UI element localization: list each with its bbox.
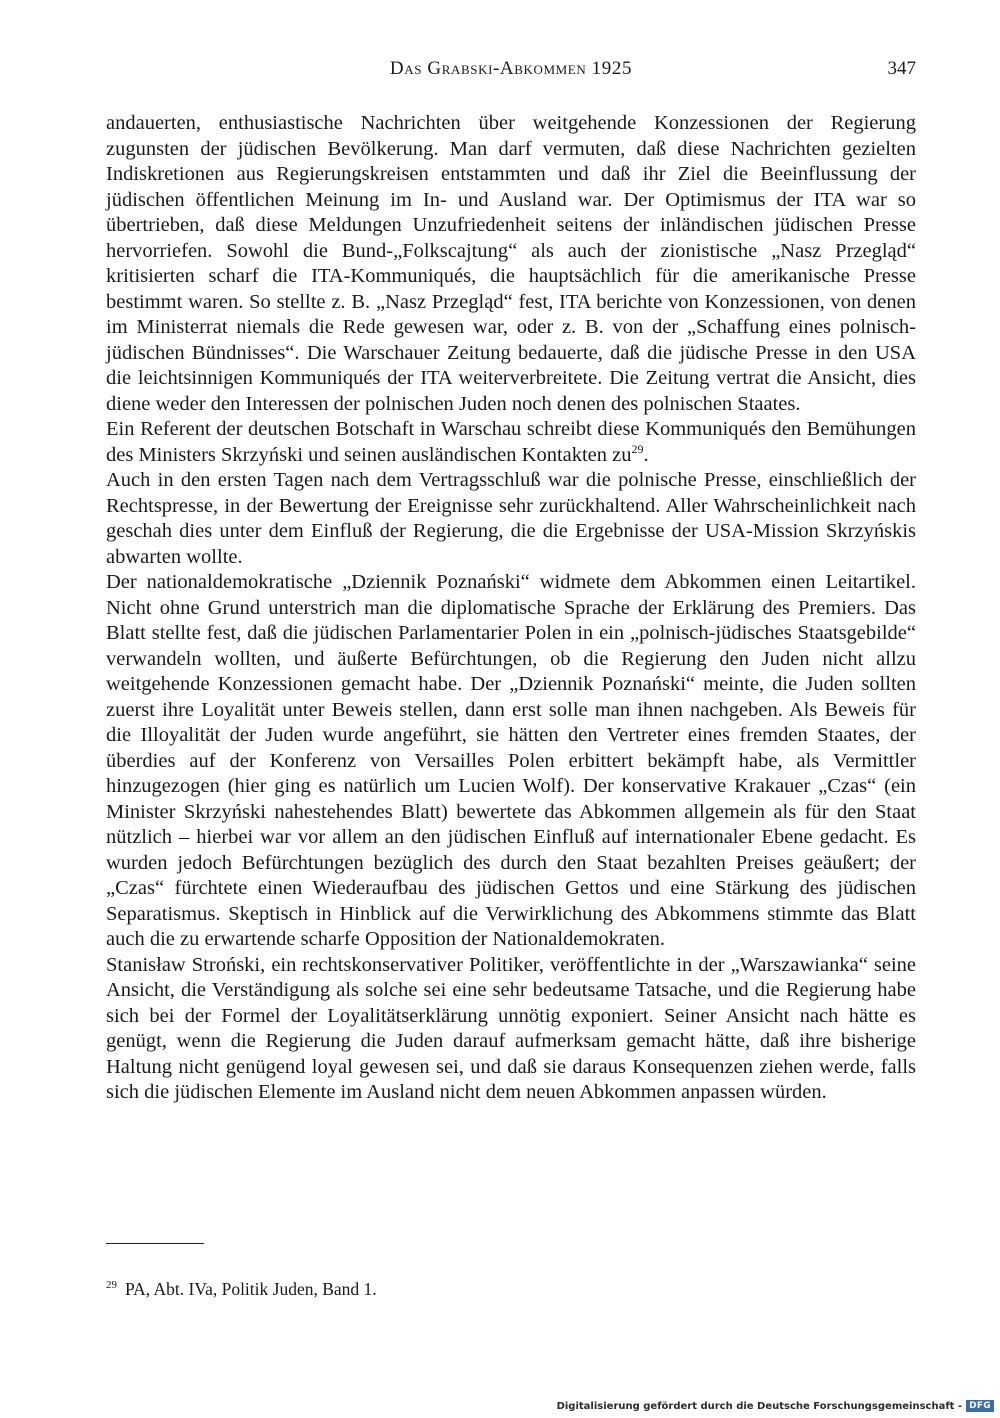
running-title: Das Grabski-Abkommen 1925 (389, 58, 633, 79)
footnote-number: 29 (106, 1279, 117, 1292)
paragraph-2 (106, 417, 916, 468)
page-number: 347 (887, 58, 916, 79)
footnote-text: PA, Abt. IVa, Politik Juden, Band 1. (125, 1279, 377, 1299)
credit-text: Digitalisierung gefördert durch die Deutsche Forschungsgemeinschaft - (556, 1400, 963, 1412)
paragraph-2-text: Ein Referent der deutschen Botschaft in Warschau schreibt diese Kommuniqués den Bemühungen des Ministers Skrzyński und seinen ausländischen Kontakten zu (106, 418, 916, 466)
footnote (106, 1278, 916, 1300)
paragraph-3: Auch in den ersten Tagen nach dem Vertragsschluß war die polnische Presse, einschließlich der Rechtspresse, in der Bewertung der Ereignisse sehr zurückhaltend. Aller Wahrscheinlichkeit nach geschah dies unter dem Einfluß der Regierung, die die Ergebnisse der USA-Mission Skrzyńskis abwarten wollte. (106, 469, 916, 568)
paragraph-5: Stanisław Stroński, ein rechtskonservativer Politiker, veröffentlichte in der „Warszawianka“ seine Ansicht, die Verständigung als solche sei eine sehr bedeutsame Tatsache, und die Regierung habe sich bei der Formel der Loyalitätserklärung unnötig exponiert. Seiner Ansicht nach hätte es genügt, wenn die Regierung die Juden darauf aufmerksam gemacht hätte, daß ihre bisherige Haltung nicht genügend loyal gewesen sei, und daß sie daraus Konsequenzen ziehen werde, falls sich die jüdischen Elemente im Ausland nicht dem neuen Abkommen anpassen würden. (106, 953, 916, 1103)
paragraph-1: andauerten, enthusiastische Nachrichten über weitgehende Konzessionen der Regierung zugunsten der jüdischen Bevölkerung. Man darf vermuten, daß diese Nachrichten gezielten Indiskretionen aus Regierungskreisen entstammten und daß ihr Ziel die Beeinflussung der jüdischen öffentlichen Meinung im In- und Ausland war. Der Optimismus der ITA war so übertrieben, daß diese Meldungen Unzufriedenheit seitens der inländischen jüdischen Presse hervorriefen. Sowohl die Bund-„Folkscajtung“ als auch der zionistische „Nasz Przegląd“ kritisierten scharf die ITA-Kommuniqués, die hauptsächlich für die amerikanische Presse bestimmt waren. So stellte z. B. „Nasz Przegląd“ fest, ITA berichte von Konzessionen, von denen im Ministerrat niemals die Rede gewesen war, oder z. B. von der „Schaffung eines polnisch-jüdischen Bündnisses“. Die Warschauer Zeitung bedauerte, daß die jüdische Presse in den USA die leichtsinnigen Kommuniqués der ITA weiterverbreitete. Die Zeitung vertrat die Ansicht, dies diene weder den Interessen der polnischen Juden noch denen des polnischen Staates. (106, 112, 916, 415)
footnote-reference[interactable]: 29 (631, 441, 644, 456)
footnote-divider (106, 1243, 204, 1244)
running-head (106, 58, 916, 88)
dfg-logo: DFG (966, 1400, 994, 1412)
digitization-credit (557, 1398, 994, 1414)
body-text (106, 111, 916, 1106)
paragraph-4: Der nationaldemokratische „Dziennik Poznański“ widmete dem Abkommen einen Leitartikel. Nicht ohne Grund unterstrich man die diplomatische Sprache der Erklärung des Premiers. Das Blatt stellte fest, daß die jüdischen Parlamentarier Polen in ein „polnisch-jüdisches Staatsgebilde“ verwandeln wollten, und äußerte Befürchtungen, ob die Regierung den Juden nicht allzu weitgehende Konzessionen gemacht habe. Der „Dziennik Poznański“ meinte, die Juden sollten zuerst ihre Loyalität unter Beweis stellen, dann erst solle man ihnen nachgeben. Als Beweis für die Illoyalität der Juden wurde angeführt, sie hätten den Vertreter eines fremden Staates, der überdies auf der Konferenz von Versailles Polen erbittert bekämpft habe, als Vermittler hinzugezogen (hier ging es natürlich um Lucien Wolf). Der konservative Krakauer „Czas“ (ein Minister Skrzyński nahestehendes Blatt) bewertete das Abkommen allgemein als für den Staat nützlich – hierbei war vor allem an den jüdischen Einfluß auf internationaler Ebene gedacht. Es wurden jedoch Befürchtungen bezüglich des durch den Staat bezahlten Preises geäußert; der „Czas“ fürchtete einen Wiederaufbau des jüdischen Gettos und eine Stärkung des jüdischen Separatismus. Skeptisch in Hinblick auf die Verwirklichung des Abkommens stimmte das Blatt auch die zu erwartende scharfe Opposition der Nationaldemokraten. (106, 571, 916, 950)
paragraph-2-end: . (643, 443, 649, 466)
